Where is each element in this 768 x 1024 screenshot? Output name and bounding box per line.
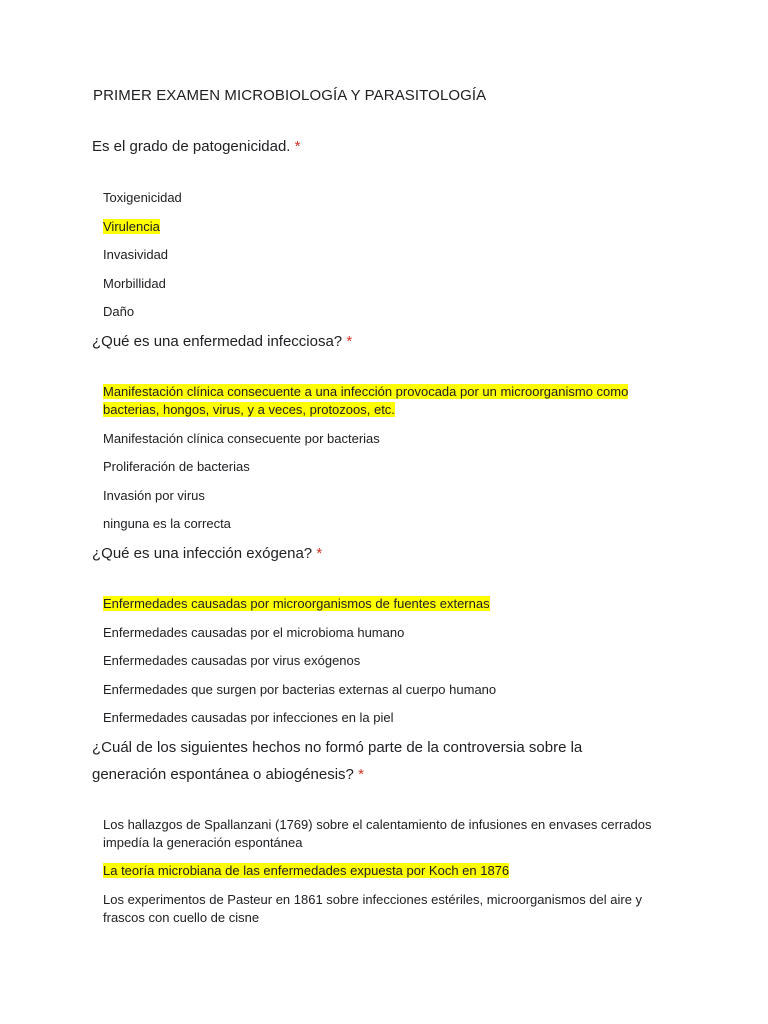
answer-option-highlighted: La teoría microbiana de las enfermedades expuesta por Koch en 1876 (103, 863, 510, 878)
answer-option-highlighted: Manifestación clínica consecuente a una infección provocada por un microorganismo como bacterias, hongos, virus, y a veces, protozoos, etc. (103, 384, 629, 417)
answer-option: Enfermedades causadas por virus exógenos (103, 653, 361, 668)
question-text: ¿Qué es una enfermedad infecciosa? (92, 333, 343, 350)
question-text: ¿Cuál de los siguientes hechos no formó parte de la controversia sobre la generación espontánea o abiogénesis? (92, 739, 583, 783)
answer-option: Morbillidad (103, 276, 166, 291)
answer-option-highlighted: Virulencia (103, 219, 160, 234)
required-marker: * (358, 766, 364, 783)
answer-option: Invasión por virus (103, 488, 205, 503)
answer-option: Toxigenicidad (103, 190, 182, 205)
answer-option-highlighted: Enfermedades causadas por microorganismos de fuentes externas (103, 596, 490, 611)
question-text: ¿Qué es una infección exógena? (92, 545, 313, 562)
required-marker: * (346, 333, 353, 350)
question-4 (92, 734, 632, 788)
required-marker: * (294, 138, 301, 155)
answer-option: Enfermedades causadas por el microbioma humano (103, 625, 405, 640)
answer-option: Proliferación de bacterias (103, 459, 250, 474)
answer-option: Los experimentos de Pasteur en 1861 sobre infecciones estériles, microorganismos del aire y frascos con cuello de cisne (103, 892, 643, 925)
required-marker: * (316, 545, 323, 562)
question-1 (92, 133, 692, 160)
question-3 (92, 540, 692, 567)
answer-option: Los hallazgos de Spallanzani (1769) sobre el calentamiento de infusiones en envases cerrados impedía la generación espontánea (103, 817, 652, 850)
answer-option: Enfermedades causadas por infecciones en la piel (103, 710, 394, 725)
question-text: Es el grado de patogenicidad. (92, 138, 291, 155)
answer-option: ninguna es la correcta (103, 516, 231, 531)
answer-option: Invasividad (103, 247, 169, 262)
answer-option: Enfermedades que surgen por bacterias externas al cuerpo humano (103, 682, 497, 697)
question-2 (92, 328, 692, 355)
document-title: PRIMER EXAMEN MICROBIOLOGÍA Y PARASITOLOGÍA (93, 87, 487, 104)
answer-option: Manifestación clínica consecuente por bacterias (103, 431, 380, 446)
answer-option: Daño (103, 304, 135, 319)
